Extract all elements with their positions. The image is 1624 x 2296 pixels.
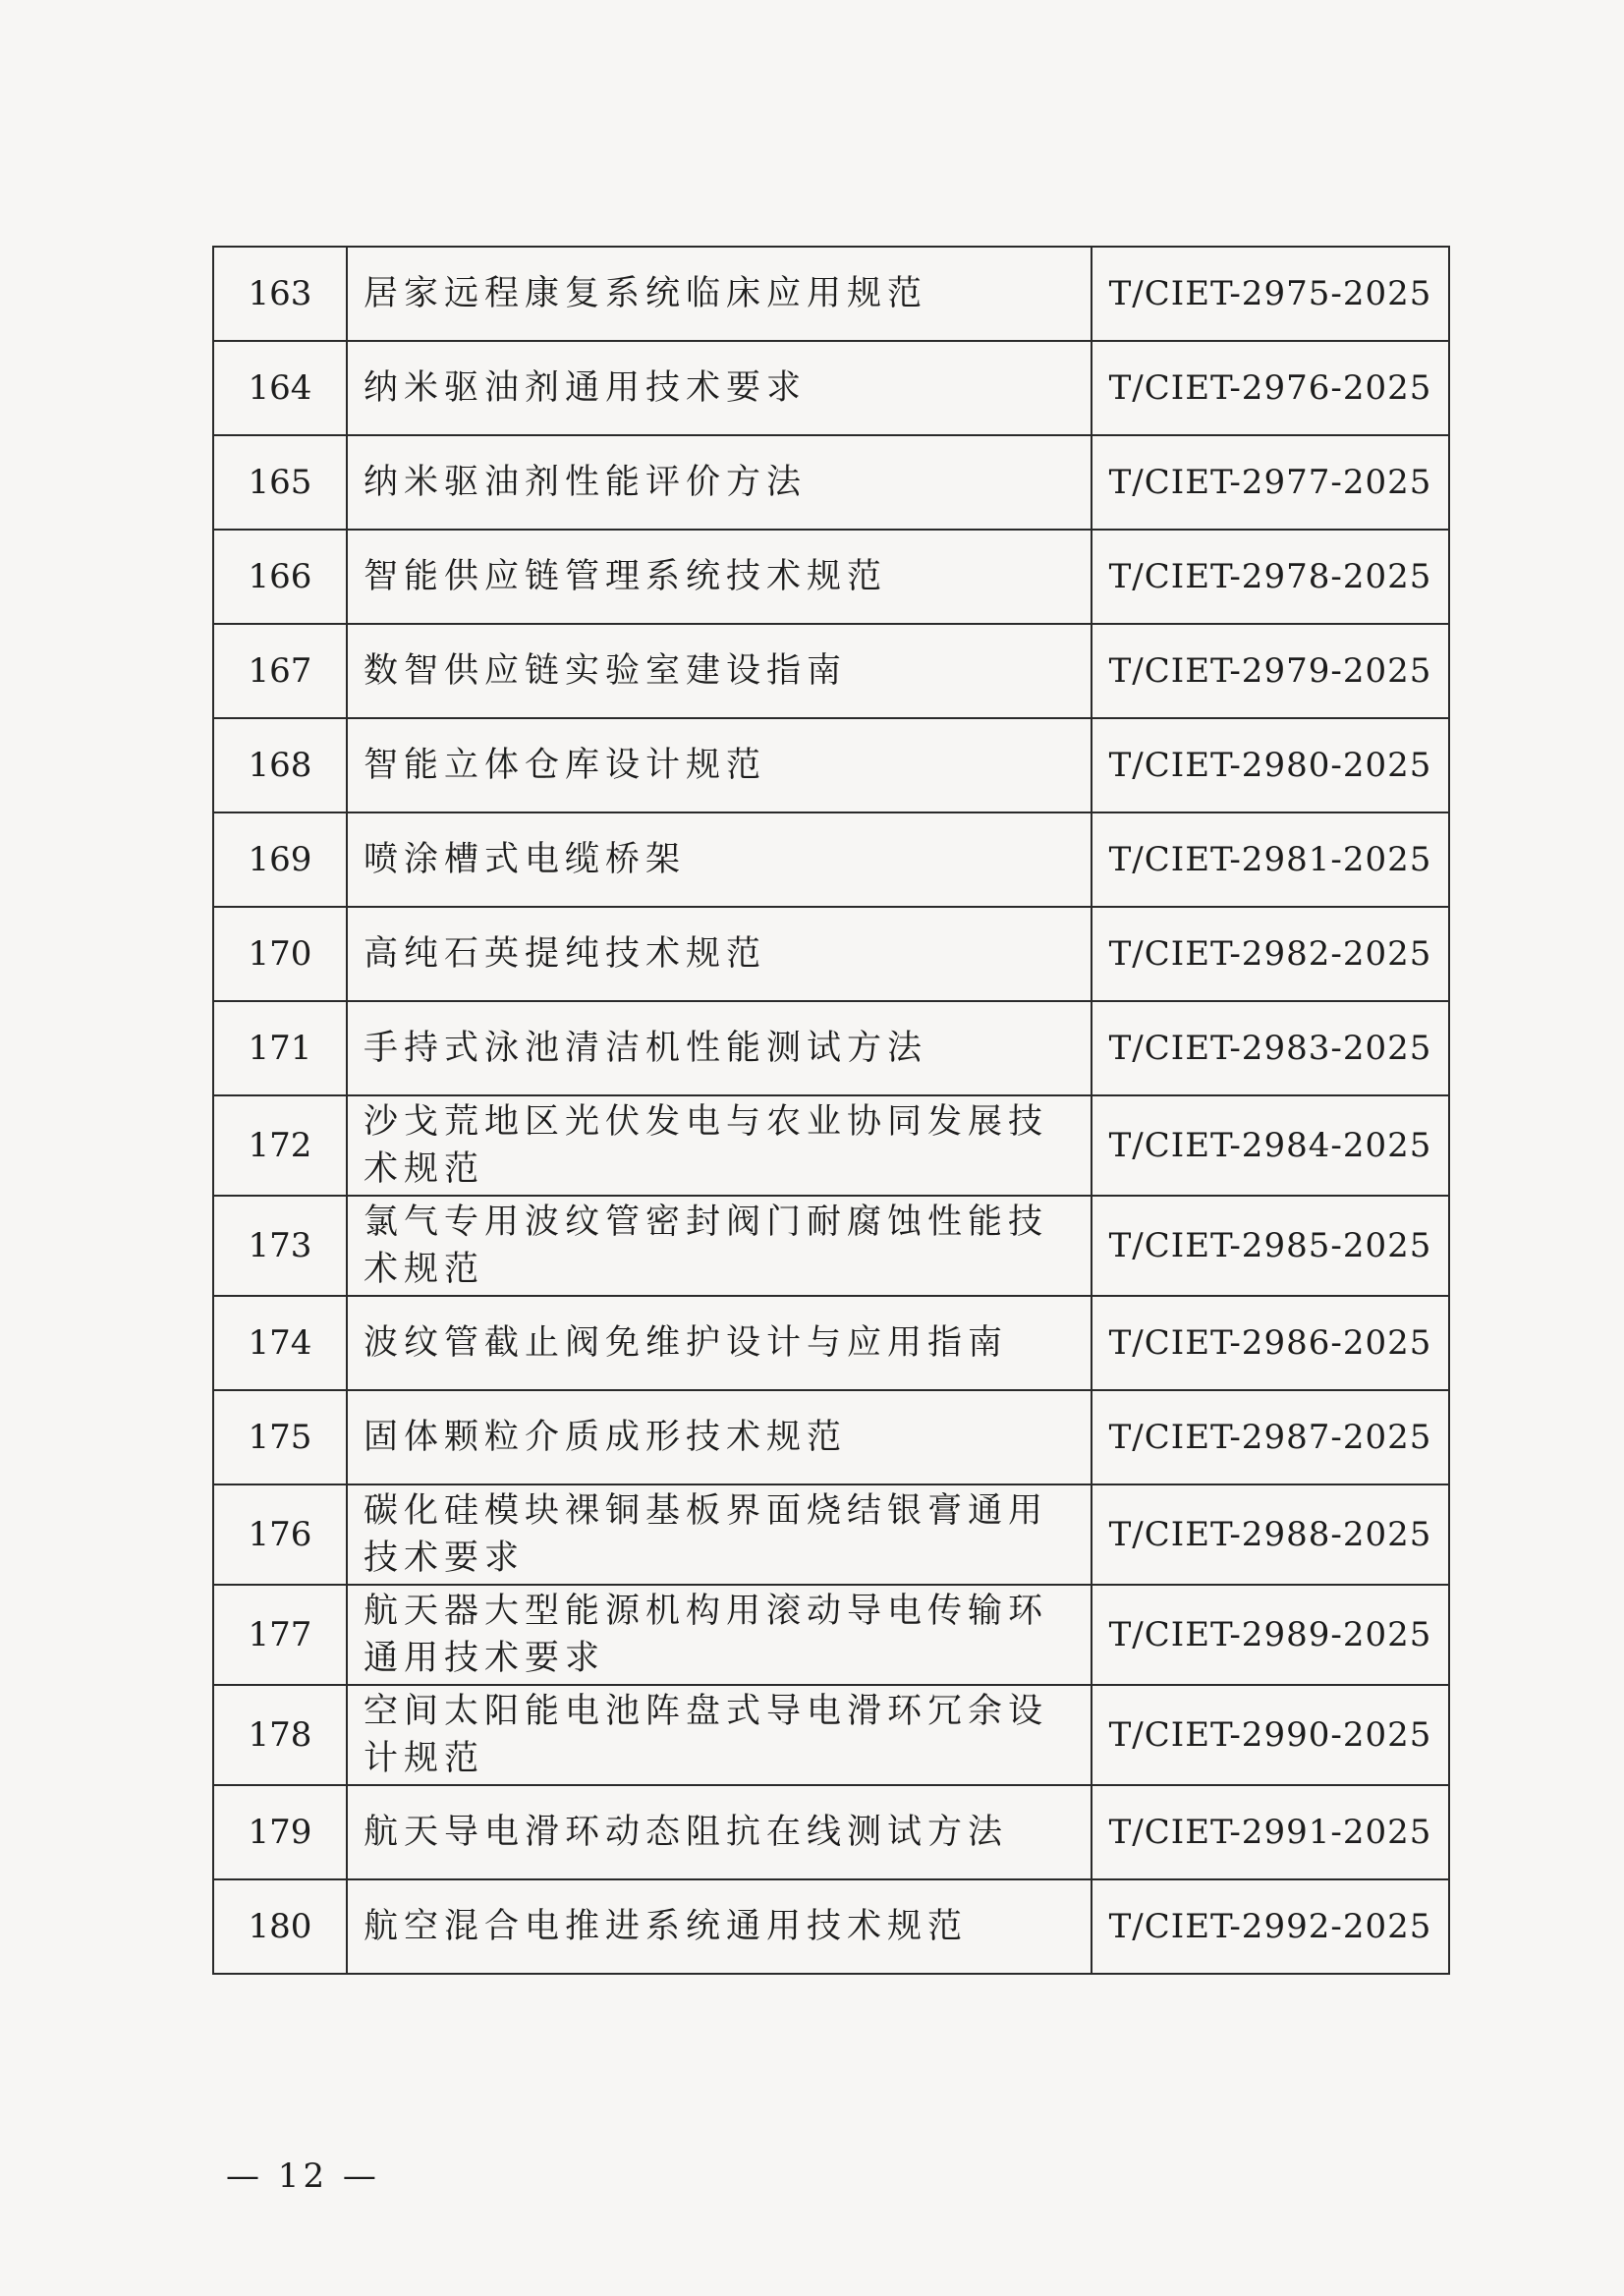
row-number: 175 xyxy=(213,1390,347,1484)
standard-code: T/CIET-2990-2025 xyxy=(1092,1685,1449,1785)
table-row xyxy=(213,1879,1449,1974)
standards-table xyxy=(212,246,1450,1975)
standard-title: 波纹管截止阀免维护设计与应用指南 xyxy=(347,1296,1092,1390)
standard-code: T/CIET-2986-2025 xyxy=(1092,1296,1449,1390)
table-row xyxy=(213,247,1449,341)
table-row xyxy=(213,435,1449,530)
table-row xyxy=(213,341,1449,435)
standard-code: T/CIET-2978-2025 xyxy=(1092,530,1449,624)
standard-title: 航天导电滑环动态阻抗在线测试方法 xyxy=(347,1785,1092,1879)
table-row xyxy=(213,624,1449,718)
row-number: 169 xyxy=(213,812,347,907)
standard-code: T/CIET-2982-2025 xyxy=(1092,907,1449,1001)
standard-title: 固体颗粒介质成形技术规范 xyxy=(347,1390,1092,1484)
standard-title: 智能供应链管理系统技术规范 xyxy=(347,530,1092,624)
standard-code: T/CIET-2979-2025 xyxy=(1092,624,1449,718)
table-row xyxy=(213,1095,1449,1196)
standard-code: T/CIET-2981-2025 xyxy=(1092,812,1449,907)
row-number: 179 xyxy=(213,1785,347,1879)
standard-title: 航天器大型能源机构用滚动导电传输环通用技术要求 xyxy=(347,1585,1092,1685)
standard-title: 高纯石英提纯技术规范 xyxy=(347,907,1092,1001)
standard-code: T/CIET-2975-2025 xyxy=(1092,247,1449,341)
row-number: 174 xyxy=(213,1296,347,1390)
row-number: 167 xyxy=(213,624,347,718)
standard-title: 沙戈荒地区光伏发电与农业协同发展技术规范 xyxy=(347,1095,1092,1196)
table-row xyxy=(213,1390,1449,1484)
row-number: 164 xyxy=(213,341,347,435)
standard-title: 数智供应链实验室建设指南 xyxy=(347,624,1092,718)
standard-code: T/CIET-2991-2025 xyxy=(1092,1785,1449,1879)
standard-code: T/CIET-2989-2025 xyxy=(1092,1585,1449,1685)
table-row xyxy=(213,1196,1449,1296)
table-row xyxy=(213,1585,1449,1685)
table-row xyxy=(213,1685,1449,1785)
row-number: 176 xyxy=(213,1484,347,1585)
standard-code: T/CIET-2977-2025 xyxy=(1092,435,1449,530)
standard-code: T/CIET-2984-2025 xyxy=(1092,1095,1449,1196)
standard-code: T/CIET-2976-2025 xyxy=(1092,341,1449,435)
row-number: 165 xyxy=(213,435,347,530)
row-number: 178 xyxy=(213,1685,347,1785)
standard-title: 碳化硅模块裸铜基板界面烧结银膏通用技术要求 xyxy=(347,1484,1092,1585)
standard-title: 智能立体仓库设计规范 xyxy=(347,718,1092,812)
table-row xyxy=(213,1785,1449,1879)
standard-code: T/CIET-2980-2025 xyxy=(1092,718,1449,812)
standard-title: 居家远程康复系统临床应用规范 xyxy=(347,247,1092,341)
standard-title: 手持式泳池清洁机性能测试方法 xyxy=(347,1001,1092,1095)
table-row xyxy=(213,812,1449,907)
table-row xyxy=(213,1484,1449,1585)
row-number: 172 xyxy=(213,1095,347,1196)
row-number: 171 xyxy=(213,1001,347,1095)
table-row xyxy=(213,907,1449,1001)
page-number: — 12 — xyxy=(226,2156,380,2196)
row-number: 170 xyxy=(213,907,347,1001)
standard-title: 氯气专用波纹管密封阀门耐腐蚀性能技术规范 xyxy=(347,1196,1092,1296)
standard-title: 纳米驱油剂性能评价方法 xyxy=(347,435,1092,530)
standard-code: T/CIET-2985-2025 xyxy=(1092,1196,1449,1296)
row-number: 166 xyxy=(213,530,347,624)
table-row xyxy=(213,1296,1449,1390)
row-number: 163 xyxy=(213,247,347,341)
row-number: 168 xyxy=(213,718,347,812)
standard-title: 喷涂槽式电缆桥架 xyxy=(347,812,1092,907)
table-row xyxy=(213,718,1449,812)
row-number: 177 xyxy=(213,1585,347,1685)
row-number: 173 xyxy=(213,1196,347,1296)
table-row xyxy=(213,530,1449,624)
standard-code: T/CIET-2992-2025 xyxy=(1092,1879,1449,1974)
standard-code: T/CIET-2988-2025 xyxy=(1092,1484,1449,1585)
standard-code: T/CIET-2983-2025 xyxy=(1092,1001,1449,1095)
standard-title: 空间太阳能电池阵盘式导电滑环冗余设计规范 xyxy=(347,1685,1092,1785)
table-row xyxy=(213,1001,1449,1095)
row-number: 180 xyxy=(213,1879,347,1974)
standard-code: T/CIET-2987-2025 xyxy=(1092,1390,1449,1484)
standard-title: 航空混合电推进系统通用技术规范 xyxy=(347,1879,1092,1974)
standard-title: 纳米驱油剂通用技术要求 xyxy=(347,341,1092,435)
